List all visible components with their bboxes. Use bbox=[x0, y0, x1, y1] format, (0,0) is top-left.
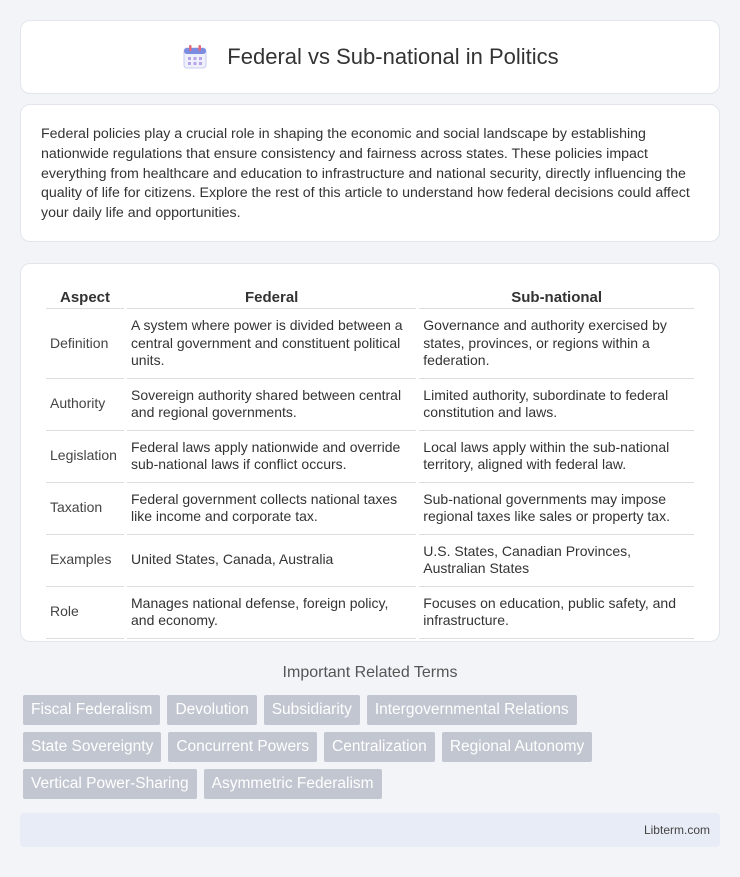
table-row bbox=[46, 483, 694, 535]
tag-asymmetric-federalism[interactable]: Asymmetric Federalism bbox=[204, 769, 382, 799]
aspect-cell: Definition bbox=[46, 309, 124, 379]
aspect-cell: Legislation bbox=[46, 431, 124, 483]
table-header-row bbox=[46, 282, 694, 309]
column-header-aspect: Aspect bbox=[46, 282, 124, 309]
tag-intergovernmental-relations[interactable]: Intergovernmental Relations bbox=[367, 695, 577, 725]
tag-vertical-power-sharing[interactable]: Vertical Power-Sharing bbox=[23, 769, 197, 799]
federal-cell: Federal laws apply nationwide and override sub-national laws if conflict occurs. bbox=[127, 431, 416, 483]
subnational-cell: Governance and authority exercised by states, provinces, or regions within a federation. bbox=[419, 309, 694, 379]
table-row bbox=[46, 379, 694, 431]
table-row bbox=[46, 431, 694, 483]
page-title: Federal vs Sub-national in Politics bbox=[227, 44, 559, 69]
federal-cell: United States, Canada, Australia bbox=[127, 535, 416, 587]
aspect-cell: Authority bbox=[46, 379, 124, 431]
footer bbox=[20, 813, 720, 847]
federal-cell: Federal government collects national taxes like income and corporate tax. bbox=[127, 483, 416, 535]
comparison-card bbox=[20, 263, 720, 642]
aspect-cell: Role bbox=[46, 587, 124, 639]
subnational-cell: Focuses on education, public safety, and infrastructure. bbox=[419, 587, 694, 639]
aspect-cell: Taxation bbox=[46, 483, 124, 535]
header-card bbox=[20, 20, 720, 94]
tag-concurrent-powers[interactable]: Concurrent Powers bbox=[168, 732, 317, 762]
calendar-icon bbox=[181, 43, 209, 71]
table-row bbox=[46, 587, 694, 639]
intro-paragraph: Federal policies play a crucial role in shaping the economic and social landscape by establishing nationwide regulations that ensure consistency and fairness across states. These policies impact everything from healthcare and education to infrastructure and national security, directly influencing the quality of life for citizens. Explore the rest of this article to understand how federal decisions could affect your daily life and opportunities. bbox=[41, 126, 690, 222]
footer-site-link[interactable]: Libterm.com bbox=[643, 823, 710, 837]
related-terms-title: Important Related Terms bbox=[282, 664, 458, 681]
subnational-cell: Limited authority, subordinate to federal constitution and laws. bbox=[419, 379, 694, 431]
column-header-federal: Federal bbox=[127, 282, 416, 309]
table-row bbox=[46, 309, 694, 379]
tag-devolution[interactable]: Devolution bbox=[167, 695, 256, 725]
column-header-subnational: Sub-national bbox=[419, 282, 694, 309]
aspect-cell: Examples bbox=[46, 535, 124, 587]
table-row bbox=[46, 535, 694, 587]
subnational-cell: U.S. States, Canadian Provinces, Australian States bbox=[419, 535, 694, 587]
tag-row bbox=[23, 769, 723, 799]
tag-row bbox=[23, 732, 723, 762]
tag-regional-autonomy[interactable]: Regional Autonomy bbox=[442, 732, 592, 762]
tag-subsidiarity[interactable]: Subsidiarity bbox=[264, 695, 360, 725]
comparison-table bbox=[43, 282, 697, 639]
federal-cell: Sovereign authority shared between central and regional governments. bbox=[127, 379, 416, 431]
subnational-cell: Local laws apply within the sub-national territory, aligned with federal law. bbox=[419, 431, 694, 483]
federal-cell: Manages national defense, foreign policy, and economy. bbox=[127, 587, 416, 639]
tag-centralization[interactable]: Centralization bbox=[324, 732, 435, 762]
tag-row bbox=[23, 695, 723, 725]
intro-card bbox=[20, 104, 720, 242]
tag-state-sovereignty[interactable]: State Sovereignty bbox=[23, 732, 161, 762]
federal-cell: A system where power is divided between a central government and constituent political units. bbox=[127, 309, 416, 379]
subnational-cell: Sub-national governments may impose regional taxes like sales or property tax. bbox=[419, 483, 694, 535]
tag-fiscal-federalism[interactable]: Fiscal Federalism bbox=[23, 695, 160, 725]
related-terms-tags bbox=[23, 695, 723, 806]
